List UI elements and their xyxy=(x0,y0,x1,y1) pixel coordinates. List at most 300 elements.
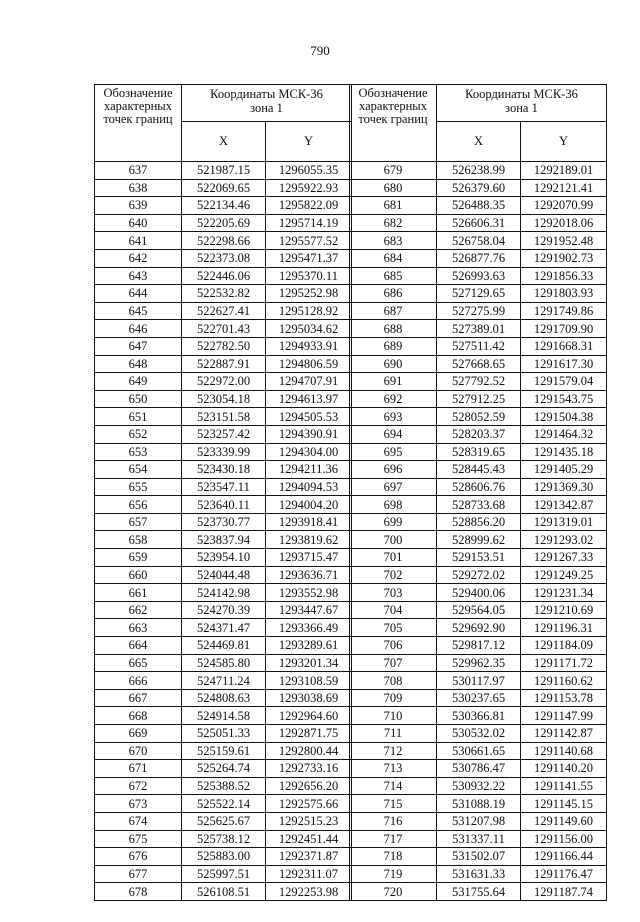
table-row xyxy=(95,812,352,830)
point-number-cell: 719 xyxy=(350,865,437,883)
point-number-cell: 716 xyxy=(350,812,437,830)
table-row xyxy=(350,461,607,479)
x-coordinate-cell: 529153.51 xyxy=(437,549,521,567)
x-coordinate-cell: 527389.01 xyxy=(437,320,521,338)
designation-header: Обозначение характерных точек границ xyxy=(95,85,182,162)
table-row xyxy=(350,795,607,813)
y-coordinate-cell: 1293366.49 xyxy=(266,619,352,637)
x-coordinate-cell: 526993.63 xyxy=(437,267,521,285)
x-coordinate-cell: 527511.42 xyxy=(437,337,521,355)
x-coordinate-cell: 525388.52 xyxy=(182,777,266,795)
table-row xyxy=(95,672,352,690)
table-body-left xyxy=(95,162,352,901)
point-number-cell: 647 xyxy=(95,337,182,355)
point-number-cell: 639 xyxy=(95,197,182,215)
x-coordinate-cell: 522972.00 xyxy=(182,373,266,391)
table-row xyxy=(95,302,352,320)
y-coordinate-cell: 1291171.72 xyxy=(521,654,607,672)
y-coordinate-cell: 1291187.74 xyxy=(521,883,607,901)
y-coordinate-cell: 1295252.98 xyxy=(266,285,352,303)
table-row xyxy=(350,672,607,690)
x-coordinate-cell: 531207.98 xyxy=(437,812,521,830)
table-row xyxy=(95,267,352,285)
x-coordinate-cell: 526606.31 xyxy=(437,214,521,232)
point-number-cell: 712 xyxy=(350,742,437,760)
point-number-cell: 679 xyxy=(350,162,437,180)
point-number-cell: 658 xyxy=(95,531,182,549)
point-number-cell: 672 xyxy=(95,777,182,795)
x-coordinate-cell: 528445.43 xyxy=(437,461,521,479)
table-row xyxy=(95,689,352,707)
table-row xyxy=(350,725,607,743)
table-row xyxy=(95,496,352,514)
y-coordinate-cell: 1292451.44 xyxy=(266,830,352,848)
table-row xyxy=(95,531,352,549)
point-number-cell: 710 xyxy=(350,707,437,725)
x-coordinate-cell: 530532.02 xyxy=(437,725,521,743)
y-coordinate-cell: 1291293.02 xyxy=(521,531,607,549)
x-coordinate-cell: 531502.07 xyxy=(437,848,521,866)
point-number-cell: 654 xyxy=(95,461,182,479)
y-coordinate-cell: 1295034.62 xyxy=(266,320,352,338)
x-coordinate-cell: 523730.77 xyxy=(182,513,266,531)
designation-header: Обозначение характерных точек границ xyxy=(350,85,437,162)
table-row xyxy=(95,601,352,619)
point-number-cell: 693 xyxy=(350,408,437,426)
y-coordinate-cell: 1293108.59 xyxy=(266,672,352,690)
x-coordinate-cell: 522134.46 xyxy=(182,197,266,215)
table-row xyxy=(350,355,607,373)
x-coordinate-cell: 523954.10 xyxy=(182,549,266,567)
table-row xyxy=(350,162,607,180)
table-body-right xyxy=(350,162,607,901)
x-coordinate-cell: 531337.11 xyxy=(437,830,521,848)
x-coordinate-cell: 525051.33 xyxy=(182,725,266,743)
zone-label: зона 1 xyxy=(505,101,538,115)
table-row xyxy=(95,760,352,778)
y-coordinate-cell: 1294806.59 xyxy=(266,355,352,373)
point-number-cell: 684 xyxy=(350,249,437,267)
point-number-cell: 667 xyxy=(95,689,182,707)
x-coordinate-cell: 526238.99 xyxy=(437,162,521,180)
table-row xyxy=(95,566,352,584)
y-coordinate-cell: 1294304.00 xyxy=(266,443,352,461)
y-coordinate-cell: 1291140.68 xyxy=(521,742,607,760)
table-row xyxy=(350,742,607,760)
y-coordinate-cell: 1294211.36 xyxy=(266,461,352,479)
y-coordinate-cell: 1291176.47 xyxy=(521,865,607,883)
y-coordinate-cell: 1293289.61 xyxy=(266,637,352,655)
point-number-cell: 643 xyxy=(95,267,182,285)
y-coordinate-cell: 1291210.69 xyxy=(521,601,607,619)
table-row xyxy=(95,461,352,479)
point-number-cell: 677 xyxy=(95,865,182,883)
y-coordinate-cell: 1293447.67 xyxy=(266,601,352,619)
x-coordinate-cell: 529817.12 xyxy=(437,637,521,655)
y-coordinate-cell: 1291147.99 xyxy=(521,707,607,725)
x-coordinate-cell: 525883.00 xyxy=(182,848,266,866)
x-coordinate-cell: 531631.33 xyxy=(437,865,521,883)
x-coordinate-cell: 527129.65 xyxy=(437,285,521,303)
point-number-cell: 641 xyxy=(95,232,182,250)
x-coordinate-cell: 530932.22 xyxy=(437,777,521,795)
x-coordinate-cell: 528999.62 xyxy=(437,531,521,549)
table-row xyxy=(350,760,607,778)
x-coordinate-cell: 525159.61 xyxy=(182,742,266,760)
table-row xyxy=(95,249,352,267)
table-row xyxy=(350,197,607,215)
table-row xyxy=(350,232,607,250)
y-coordinate-cell: 1291153.78 xyxy=(521,689,607,707)
table-row xyxy=(350,566,607,584)
y-coordinate-cell: 1292121.41 xyxy=(521,179,607,197)
point-number-cell: 700 xyxy=(350,531,437,549)
y-coordinate-cell: 1291709.90 xyxy=(521,320,607,338)
x-coordinate-cell: 530661.65 xyxy=(437,742,521,760)
y-coordinate-cell: 1295714.19 xyxy=(266,214,352,232)
y-coordinate-cell: 1296055.35 xyxy=(266,162,352,180)
point-number-cell: 663 xyxy=(95,619,182,637)
x-coordinate-cell: 524270.39 xyxy=(182,601,266,619)
y-coordinate-cell: 1295922.93 xyxy=(266,179,352,197)
table-row xyxy=(350,408,607,426)
x-coordinate-cell: 524808.63 xyxy=(182,689,266,707)
point-number-cell: 652 xyxy=(95,425,182,443)
table-row xyxy=(350,267,607,285)
point-number-cell: 695 xyxy=(350,443,437,461)
table-row xyxy=(350,619,607,637)
zone-label: зона 1 xyxy=(250,101,283,115)
table-row xyxy=(350,584,607,602)
x-coordinate-cell: 523640.11 xyxy=(182,496,266,514)
y-coordinate-cell: 1293819.62 xyxy=(266,531,352,549)
y-coordinate-cell: 1291803.93 xyxy=(521,285,607,303)
point-number-cell: 648 xyxy=(95,355,182,373)
x-coordinate-cell: 525997.51 xyxy=(182,865,266,883)
point-number-cell: 642 xyxy=(95,249,182,267)
x-coordinate-cell: 525264.74 xyxy=(182,760,266,778)
point-number-cell: 659 xyxy=(95,549,182,567)
table-row xyxy=(350,865,607,883)
y-coordinate-cell: 1292253.98 xyxy=(266,883,352,901)
table-row xyxy=(95,777,352,795)
point-number-cell: 651 xyxy=(95,408,182,426)
point-number-cell: 682 xyxy=(350,214,437,232)
x-coordinate-cell: 524044.48 xyxy=(182,566,266,584)
y-coordinate-cell: 1291231.34 xyxy=(521,584,607,602)
table-row xyxy=(95,162,352,180)
table-row xyxy=(350,549,607,567)
y-coordinate-cell: 1291249.25 xyxy=(521,566,607,584)
point-number-cell: 705 xyxy=(350,619,437,637)
table-row xyxy=(350,478,607,496)
point-number-cell: 657 xyxy=(95,513,182,531)
y-coordinate-cell: 1293201.34 xyxy=(266,654,352,672)
y-coordinate-cell: 1295577.52 xyxy=(266,232,352,250)
table-row xyxy=(95,390,352,408)
point-number-cell: 715 xyxy=(350,795,437,813)
table-row xyxy=(350,373,607,391)
x-coordinate-cell: 525625.67 xyxy=(182,812,266,830)
table-row xyxy=(350,637,607,655)
y-coordinate-cell: 1294933.91 xyxy=(266,337,352,355)
table-row xyxy=(350,601,607,619)
x-coordinate-cell: 523339.99 xyxy=(182,443,266,461)
y-coordinate-cell: 1295128.92 xyxy=(266,302,352,320)
x-coordinate-cell: 531755.64 xyxy=(437,883,521,901)
x-coordinate-cell: 522298.66 xyxy=(182,232,266,250)
y-coordinate-cell: 1295471.37 xyxy=(266,249,352,267)
table-row xyxy=(350,302,607,320)
table-row xyxy=(95,232,352,250)
x-coordinate-cell: 524711.24 xyxy=(182,672,266,690)
table-row xyxy=(350,214,607,232)
table-row xyxy=(95,584,352,602)
table-row xyxy=(350,425,607,443)
table-row xyxy=(95,795,352,813)
point-number-cell: 690 xyxy=(350,355,437,373)
page-number: 790 xyxy=(310,43,330,58)
y-coordinate-cell: 1292575.66 xyxy=(266,795,352,813)
x-coordinate-cell: 522627.41 xyxy=(182,302,266,320)
table-row xyxy=(350,285,607,303)
x-coordinate-cell: 522446.06 xyxy=(182,267,266,285)
y-coordinate-cell: 1291435.18 xyxy=(521,443,607,461)
y-coordinate-cell: 1291668.31 xyxy=(521,337,607,355)
table-row xyxy=(350,249,607,267)
x-coordinate-cell: 526877.76 xyxy=(437,249,521,267)
point-number-cell: 681 xyxy=(350,197,437,215)
x-coordinate-cell: 527792.52 xyxy=(437,373,521,391)
point-number-cell: 694 xyxy=(350,425,437,443)
table-row xyxy=(350,531,607,549)
table-row xyxy=(95,425,352,443)
x-coordinate-cell: 522069.65 xyxy=(182,179,266,197)
point-number-cell: 666 xyxy=(95,672,182,690)
y-coordinate-cell: 1294613.97 xyxy=(266,390,352,408)
x-coordinate-cell: 529272.02 xyxy=(437,566,521,584)
point-number-cell: 698 xyxy=(350,496,437,514)
table-row xyxy=(95,619,352,637)
table-row xyxy=(95,214,352,232)
point-number-cell: 660 xyxy=(95,566,182,584)
table-row xyxy=(95,725,352,743)
x-coordinate-cell: 523151.58 xyxy=(182,408,266,426)
y-coordinate-cell: 1292656.20 xyxy=(266,777,352,795)
point-number-cell: 711 xyxy=(350,725,437,743)
coordinates-table-left xyxy=(94,84,352,901)
y-coordinate-cell: 1292371.87 xyxy=(266,848,352,866)
point-number-cell: 697 xyxy=(350,478,437,496)
point-number-cell: 717 xyxy=(350,830,437,848)
y-column-header: Y xyxy=(266,122,352,162)
table-row xyxy=(350,179,607,197)
point-number-cell: 680 xyxy=(350,179,437,197)
y-coordinate-cell: 1291543.75 xyxy=(521,390,607,408)
y-coordinate-cell: 1291145.15 xyxy=(521,795,607,813)
y-coordinate-cell: 1292800.44 xyxy=(266,742,352,760)
table-row xyxy=(95,654,352,672)
x-coordinate-cell: 528203.37 xyxy=(437,425,521,443)
y-coordinate-cell: 1293636.71 xyxy=(266,566,352,584)
x-coordinate-cell: 528606.76 xyxy=(437,478,521,496)
y-coordinate-cell: 1292070.99 xyxy=(521,197,607,215)
y-coordinate-cell: 1291749.86 xyxy=(521,302,607,320)
y-coordinate-cell: 1294390.91 xyxy=(266,425,352,443)
point-number-cell: 701 xyxy=(350,549,437,567)
point-number-cell: 707 xyxy=(350,654,437,672)
point-number-cell: 662 xyxy=(95,601,182,619)
table-row xyxy=(95,337,352,355)
point-number-cell: 696 xyxy=(350,461,437,479)
table-row xyxy=(95,707,352,725)
y-coordinate-cell: 1291464.32 xyxy=(521,425,607,443)
x-coordinate-cell: 527912.25 xyxy=(437,390,521,408)
x-coordinate-cell: 522887.91 xyxy=(182,355,266,373)
x-coordinate-cell: 528856.20 xyxy=(437,513,521,531)
x-coordinate-cell: 528733.68 xyxy=(437,496,521,514)
y-coordinate-cell: 1294004.20 xyxy=(266,496,352,514)
table-row xyxy=(95,742,352,760)
x-coordinate-cell: 524914.58 xyxy=(182,707,266,725)
x-coordinate-cell: 530366.81 xyxy=(437,707,521,725)
y-coordinate-cell: 1291617.30 xyxy=(521,355,607,373)
point-number-cell: 637 xyxy=(95,162,182,180)
x-coordinate-cell: 526488.35 xyxy=(437,197,521,215)
point-number-cell: 683 xyxy=(350,232,437,250)
y-coordinate-cell: 1295822.09 xyxy=(266,197,352,215)
y-coordinate-cell: 1291405.29 xyxy=(521,461,607,479)
y-coordinate-cell: 1292189.01 xyxy=(521,162,607,180)
table-row xyxy=(350,390,607,408)
point-number-cell: 713 xyxy=(350,760,437,778)
point-number-cell: 655 xyxy=(95,478,182,496)
table-row xyxy=(95,443,352,461)
y-coordinate-cell: 1292018.06 xyxy=(521,214,607,232)
y-coordinate-cell: 1291579.04 xyxy=(521,373,607,391)
table-row xyxy=(350,883,607,901)
point-number-cell: 645 xyxy=(95,302,182,320)
coordinates-system-label: Координаты МСК-36 xyxy=(465,87,578,101)
point-number-cell: 661 xyxy=(95,584,182,602)
x-coordinate-cell: 523257.42 xyxy=(182,425,266,443)
point-number-cell: 686 xyxy=(350,285,437,303)
coordinates-header xyxy=(437,85,607,122)
y-coordinate-cell: 1291267.33 xyxy=(521,549,607,567)
table-row xyxy=(95,355,352,373)
y-coordinate-cell: 1291141.55 xyxy=(521,777,607,795)
x-coordinate-cell: 529564.05 xyxy=(437,601,521,619)
x-coordinate-cell: 526108.51 xyxy=(182,883,266,901)
y-coordinate-cell: 1292871.75 xyxy=(266,725,352,743)
point-number-cell: 669 xyxy=(95,725,182,743)
y-coordinate-cell: 1291140.20 xyxy=(521,760,607,778)
y-coordinate-cell: 1291952.48 xyxy=(521,232,607,250)
y-coordinate-cell: 1293038.69 xyxy=(266,689,352,707)
point-number-cell: 640 xyxy=(95,214,182,232)
x-coordinate-cell: 524371.47 xyxy=(182,619,266,637)
table-row xyxy=(350,777,607,795)
x-coordinate-cell: 530786.47 xyxy=(437,760,521,778)
table-row xyxy=(95,848,352,866)
y-coordinate-cell: 1293552.98 xyxy=(266,584,352,602)
x-coordinate-cell: 531088.19 xyxy=(437,795,521,813)
point-number-cell: 664 xyxy=(95,637,182,655)
y-column-header: Y xyxy=(521,122,607,162)
point-number-cell: 714 xyxy=(350,777,437,795)
table-row xyxy=(350,812,607,830)
x-coordinate-cell: 525522.14 xyxy=(182,795,266,813)
point-number-cell: 718 xyxy=(350,848,437,866)
point-number-cell: 702 xyxy=(350,566,437,584)
point-number-cell: 692 xyxy=(350,390,437,408)
x-coordinate-cell: 524469.81 xyxy=(182,637,266,655)
y-coordinate-cell: 1292311.07 xyxy=(266,865,352,883)
y-coordinate-cell: 1292733.16 xyxy=(266,760,352,778)
coordinates-header xyxy=(182,85,352,122)
point-number-cell: 653 xyxy=(95,443,182,461)
point-number-cell: 675 xyxy=(95,830,182,848)
table-row xyxy=(95,408,352,426)
point-number-cell: 670 xyxy=(95,742,182,760)
x-coordinate-cell: 523430.18 xyxy=(182,461,266,479)
point-number-cell: 656 xyxy=(95,496,182,514)
y-coordinate-cell: 1291166.44 xyxy=(521,848,607,866)
table-row xyxy=(350,848,607,866)
x-coordinate-cell: 522782.50 xyxy=(182,337,266,355)
point-number-cell: 668 xyxy=(95,707,182,725)
x-coordinate-cell: 530117.97 xyxy=(437,672,521,690)
x-coordinate-cell: 522205.69 xyxy=(182,214,266,232)
point-number-cell: 646 xyxy=(95,320,182,338)
y-coordinate-cell: 1291342.87 xyxy=(521,496,607,514)
y-coordinate-cell: 1294094.53 xyxy=(266,478,352,496)
y-coordinate-cell: 1292964.60 xyxy=(266,707,352,725)
x-coordinate-cell: 525738.12 xyxy=(182,830,266,848)
table-row xyxy=(95,285,352,303)
x-coordinate-cell: 522373.08 xyxy=(182,249,266,267)
point-number-cell: 699 xyxy=(350,513,437,531)
table-row xyxy=(350,337,607,355)
y-coordinate-cell: 1294707.91 xyxy=(266,373,352,391)
x-coordinate-cell: 528319.65 xyxy=(437,443,521,461)
table-row xyxy=(95,373,352,391)
y-coordinate-cell: 1291156.00 xyxy=(521,830,607,848)
x-coordinate-cell: 529692.90 xyxy=(437,619,521,637)
x-coordinate-cell: 529400.06 xyxy=(437,584,521,602)
x-coordinate-cell: 527668.65 xyxy=(437,355,521,373)
x-coordinate-cell: 530237.65 xyxy=(437,689,521,707)
y-coordinate-cell: 1291160.62 xyxy=(521,672,607,690)
table-row xyxy=(350,513,607,531)
table-row xyxy=(350,707,607,725)
x-column-header: X xyxy=(437,122,521,162)
y-coordinate-cell: 1291504.38 xyxy=(521,408,607,426)
x-coordinate-cell: 523054.18 xyxy=(182,390,266,408)
table-row xyxy=(350,320,607,338)
table-row xyxy=(95,478,352,496)
point-number-cell: 644 xyxy=(95,285,182,303)
table-row xyxy=(95,883,352,901)
y-coordinate-cell: 1294505.53 xyxy=(266,408,352,426)
point-number-cell: 665 xyxy=(95,654,182,672)
coordinates-system-label: Координаты МСК-36 xyxy=(210,87,323,101)
x-coordinate-cell: 529962.35 xyxy=(437,654,521,672)
point-number-cell: 673 xyxy=(95,795,182,813)
x-coordinate-cell: 526379.60 xyxy=(437,179,521,197)
y-coordinate-cell: 1292515.23 xyxy=(266,812,352,830)
x-coordinate-cell: 523547.11 xyxy=(182,478,266,496)
